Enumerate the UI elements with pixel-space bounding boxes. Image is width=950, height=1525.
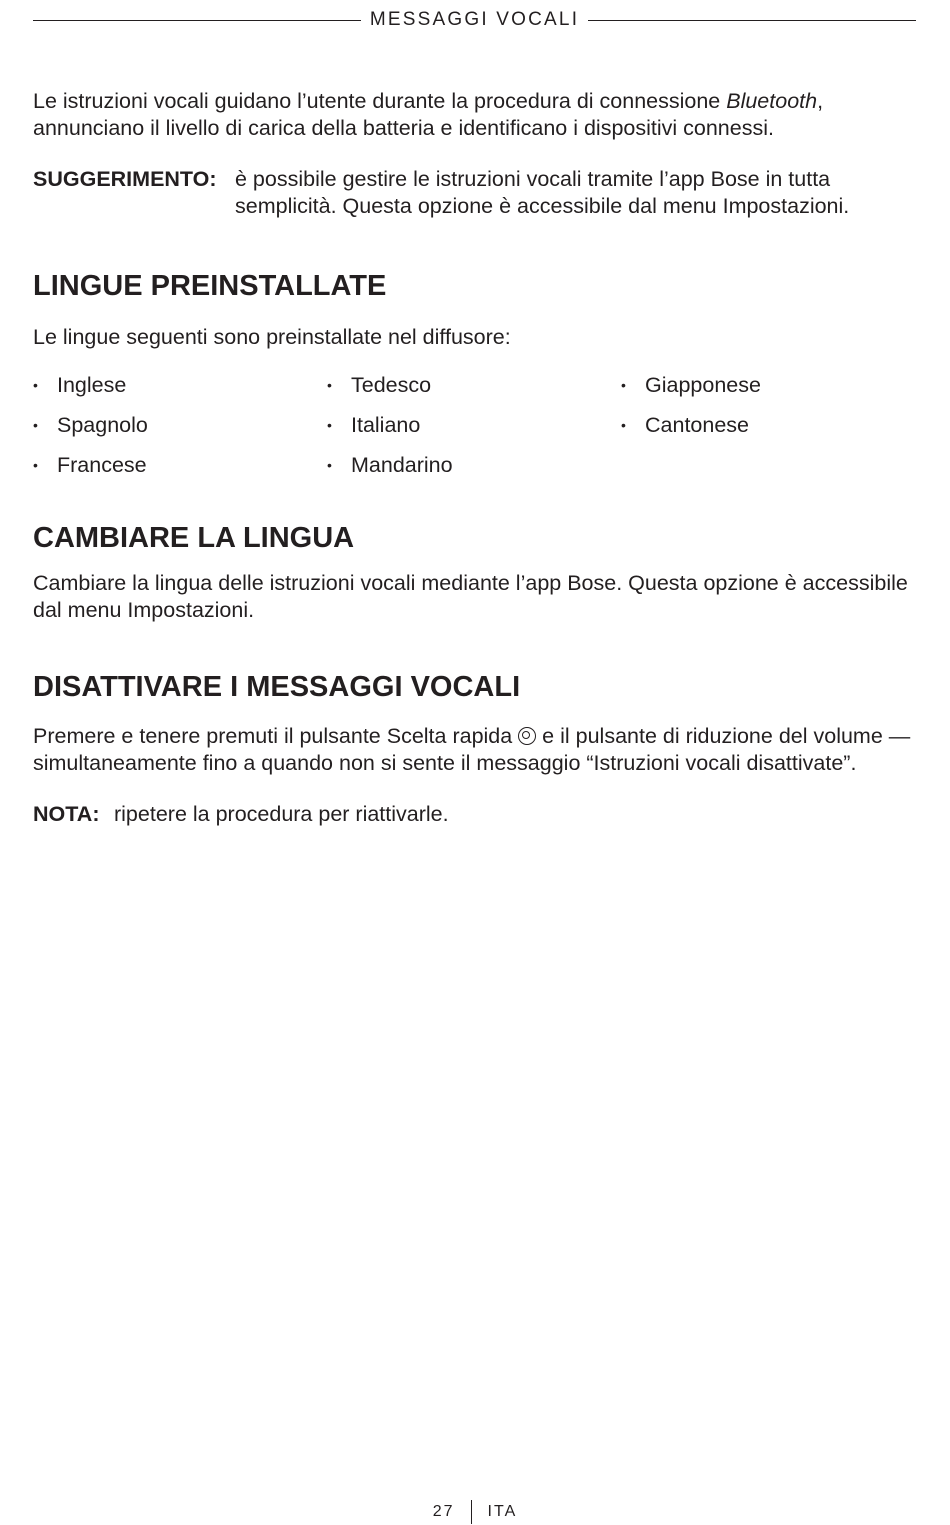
note-text: ripetere la procedura per riattivarle.: [114, 802, 449, 826]
tip-label: SUGGERIMENTO:: [33, 167, 217, 191]
note-block: [33, 801, 918, 828]
bullet-icon: •: [621, 417, 626, 433]
heading-disable-voice-prompts: DISATTIVARE I MESSAGGI VOCALI: [33, 671, 521, 703]
footer-separator: [471, 1500, 472, 1524]
language-item: [327, 412, 621, 452]
tip-block: [33, 166, 918, 220]
language-name: Giapponese: [645, 373, 761, 397]
language-name: Spagnolo: [57, 413, 148, 437]
section-title: MESSAGGI VOCALI: [369, 9, 580, 30]
language-item: [621, 372, 915, 412]
bullet-icon: •: [327, 377, 332, 393]
preinstalled-intro: Le lingue seguenti sono preinstallate nel diffusore:: [33, 325, 511, 349]
disable-text-start: Premere e tenere premuti il pulsante Scelta rapida: [33, 724, 519, 748]
intro-paragraph: [33, 88, 918, 142]
language-item: [621, 412, 915, 452]
page-content: [33, 88, 918, 828]
language-item: [33, 372, 327, 412]
language-name: Cantonese: [645, 413, 749, 437]
bullet-icon: •: [33, 417, 38, 433]
heading-change-language: CAMBIARE LA LINGUA: [33, 522, 355, 554]
tip-text: è possibile gestire le istruzioni vocali tramite l’app Bose in tutta semplicità. Questa opzione è accessibile dal menu Impostazioni.: [235, 167, 850, 218]
language-item: [327, 452, 621, 492]
language-code: ITA: [487, 1503, 518, 1520]
page-number: 27: [432, 1503, 455, 1520]
intro-bluetooth-term: Bluetooth: [726, 89, 818, 113]
intro-text-start: Le istruzioni vocali guidano l’utente durante la procedura di connessione: [33, 89, 727, 113]
bullet-icon: •: [33, 377, 38, 393]
language-item: [33, 452, 327, 492]
note-label: NOTA:: [33, 802, 100, 826]
change-language-text: Cambiare la lingua delle istruzioni vocali mediante l’app Bose. Questa opzione è accessibile dal menu Impostazioni.: [33, 571, 908, 622]
bullet-icon: •: [33, 457, 38, 473]
bullet-icon: •: [621, 377, 626, 393]
heading-preinstalled-languages: LINGUE PREINSTALLATE: [33, 270, 387, 302]
language-name: Inglese: [57, 373, 127, 397]
language-item: [33, 412, 327, 452]
bullet-icon: •: [327, 457, 332, 473]
language-name: Italiano: [351, 413, 421, 437]
language-item: [327, 372, 621, 412]
language-name: Francese: [57, 453, 147, 477]
disable-text-end: e il pulsante di riduzione del volume — simultaneamente fino a quando non si sente il messaggio “Istruzioni vocali disattivate”.: [33, 724, 911, 775]
language-list: [33, 372, 918, 492]
header-rule-left: [33, 20, 361, 21]
bullet-icon: •: [327, 417, 332, 433]
intro-text-end: , annunciano il livello di carica della batteria e identificano i dispositivi connessi.: [33, 89, 824, 140]
page-footer: [0, 1500, 950, 1524]
disable-instructions: [33, 723, 918, 777]
shortcut-button-icon: [518, 727, 536, 745]
page-header: [33, 8, 916, 32]
header-rule-right: [588, 20, 916, 21]
language-name: Mandarino: [351, 453, 453, 477]
language-name: Tedesco: [351, 373, 432, 397]
